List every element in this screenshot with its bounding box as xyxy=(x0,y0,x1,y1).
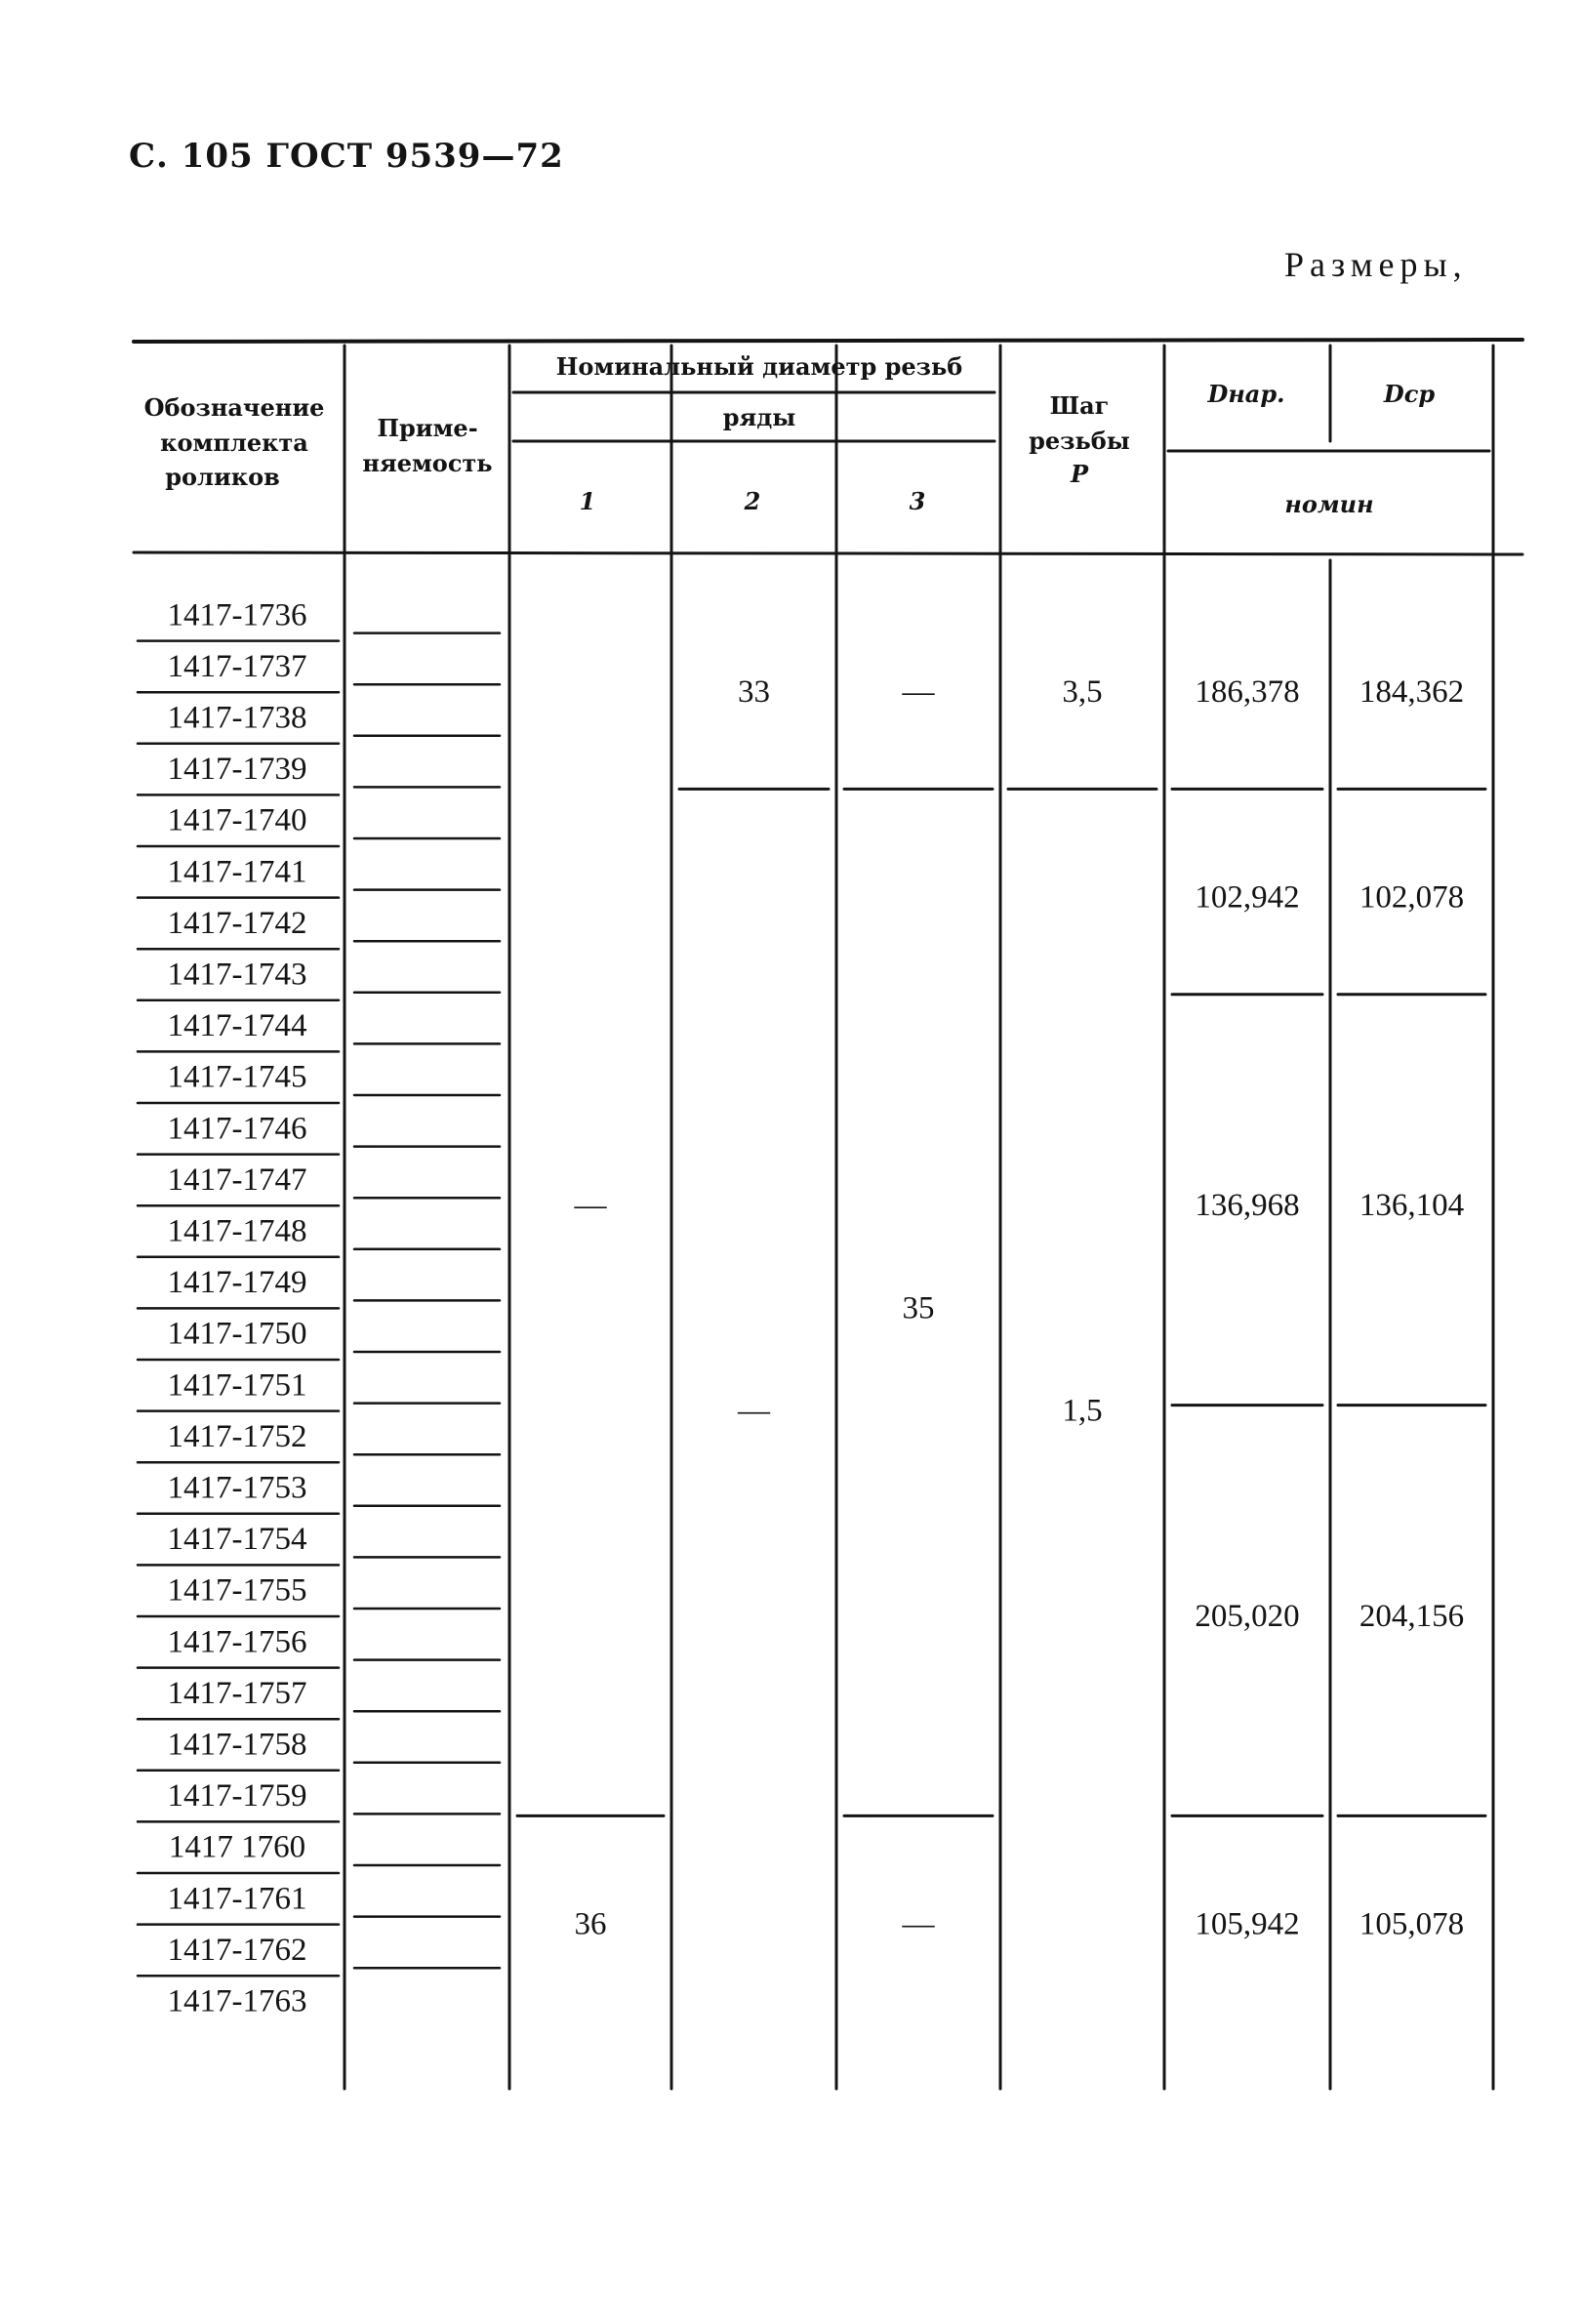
header-applicability-line2: няемость xyxy=(362,449,493,477)
designation-cell: 1417-1739 xyxy=(167,752,307,788)
header-series-1: 1 xyxy=(579,487,596,515)
table-header-bottom-rule xyxy=(134,552,1522,554)
header-d-outer: Dнар. xyxy=(1207,380,1285,408)
designation-cell: 1417-1758 xyxy=(167,1727,307,1763)
designation-cell: 1417-1759 xyxy=(167,1778,307,1814)
header-series-3: 3 xyxy=(909,487,926,515)
header-designation-line2: комплекта xyxy=(160,428,308,457)
header-pitch-line3: P xyxy=(1070,460,1089,488)
designation-cell: 1417-1743 xyxy=(167,957,307,993)
d-outer-value: 105,942 xyxy=(1195,1906,1300,1942)
d-mean-value: 102,078 xyxy=(1359,879,1465,916)
designation-cell: 1417-1763 xyxy=(167,1983,307,2019)
designation-cell: 1417-1738 xyxy=(167,700,307,736)
table-header xyxy=(144,352,1436,518)
designation-cell: 1417-1756 xyxy=(167,1624,307,1660)
pitch-value: 3,5 xyxy=(1062,674,1103,711)
d-mean-value: 136,104 xyxy=(1359,1188,1465,1224)
designation-cell: 1417-1740 xyxy=(167,802,307,838)
header-series-2: 2 xyxy=(744,487,761,515)
d-mean-value: 105,078 xyxy=(1359,1906,1465,1942)
table-grid xyxy=(134,340,1522,2089)
d-outer-value: 136,968 xyxy=(1195,1188,1300,1224)
designation-cell: 1417-1737 xyxy=(167,648,307,684)
designation-cell: 1417-1761 xyxy=(167,1881,307,1917)
designation-cell: 1417-1751 xyxy=(167,1367,307,1404)
d-mean-value: 204,156 xyxy=(1359,1599,1465,1634)
series1-value: 36 xyxy=(574,1906,607,1942)
designation-cell: 1417-1749 xyxy=(167,1265,307,1301)
designation-cell: 1417-1755 xyxy=(167,1572,307,1609)
d-mean-value: 184,362 xyxy=(1359,674,1465,711)
designation-cell: 1417-1748 xyxy=(167,1213,307,1249)
header-rows-label: ряды xyxy=(722,403,796,431)
d-outer-value: 102,942 xyxy=(1195,879,1300,916)
designation-cell: 1417-1742 xyxy=(167,905,307,941)
designation-cell: 1417-1753 xyxy=(167,1470,307,1506)
series2-value: — xyxy=(738,1393,770,1429)
designation-cell: 1417-1750 xyxy=(167,1316,307,1352)
series1-value: — xyxy=(574,1188,607,1224)
designation-cell: 1417 1760 xyxy=(168,1829,306,1865)
designation-cell: 1417-1757 xyxy=(167,1675,307,1711)
designation-cell: 1417-1754 xyxy=(167,1522,307,1558)
designation-cell: 1417-1746 xyxy=(167,1111,307,1147)
series3-value: 35 xyxy=(902,1290,935,1326)
page-header: С. 105 ГОСТ 9539—72 xyxy=(129,137,564,176)
d-outer-value: 186,378 xyxy=(1195,674,1300,711)
units-caption: Размеры, xyxy=(1284,245,1468,284)
table-top-rule xyxy=(134,340,1522,342)
designation-cell: 1417-1747 xyxy=(167,1162,307,1198)
d-outer-value: 205,020 xyxy=(1195,1599,1300,1634)
designation-cell: 1417-1736 xyxy=(167,597,307,633)
series3-value: — xyxy=(902,674,935,711)
designation-cell: 1417-1762 xyxy=(167,1932,307,1968)
header-nominal: номин xyxy=(1284,490,1374,518)
header-d-mean: Dср xyxy=(1383,380,1436,408)
series3-value: — xyxy=(902,1906,935,1942)
header-pitch-line1: Шаг xyxy=(1049,391,1110,420)
header-designation-line1: Обозначение xyxy=(143,393,325,422)
header-applicability-line1: Приме- xyxy=(377,414,478,442)
designation-cell: 1417-1752 xyxy=(167,1418,307,1454)
header-designation-line3: роликов xyxy=(165,463,280,491)
series2-value: 33 xyxy=(738,674,770,711)
designation-cell: 1417-1744 xyxy=(167,1008,307,1044)
header-pitch-line2: резьбы xyxy=(1029,427,1130,455)
header-nominal-diameter: Номинальный диаметр резьб xyxy=(555,352,963,381)
pitch-value: 1,5 xyxy=(1062,1393,1103,1429)
designation-cell: 1417-1745 xyxy=(167,1059,307,1095)
designation-cell: 1417-1741 xyxy=(167,854,307,890)
